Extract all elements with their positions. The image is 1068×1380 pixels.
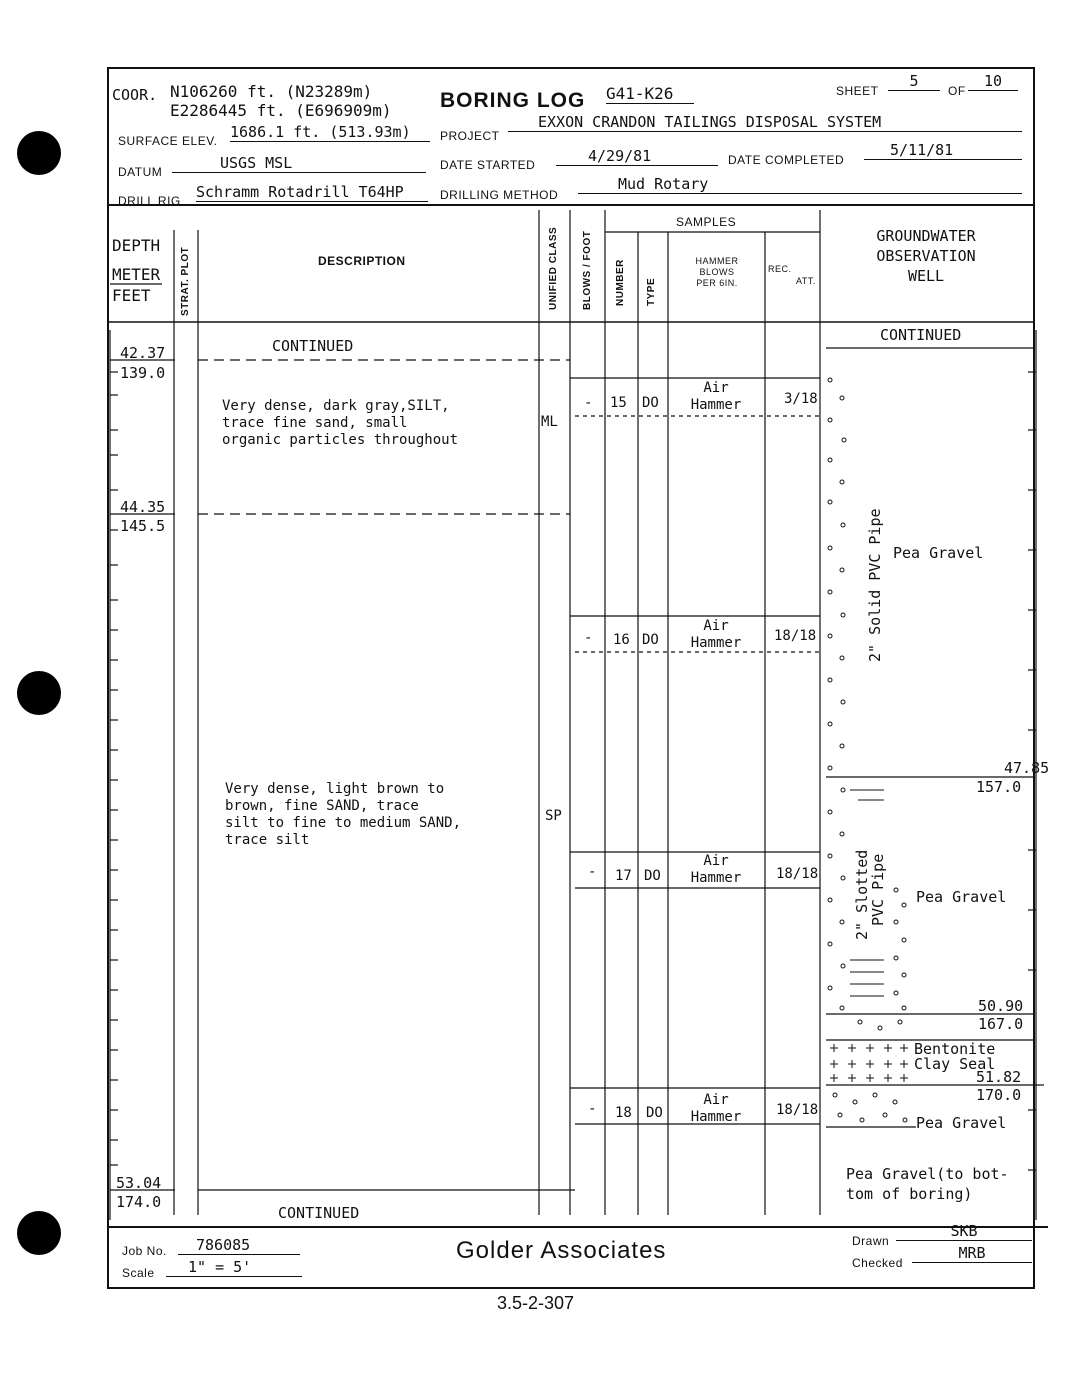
col-hammer-line3: PER 6IN.: [696, 278, 738, 288]
layer-description: [222, 398, 458, 449]
pea-gravel-label: Pea Gravel: [916, 1114, 1007, 1132]
col-number: NUMBER: [615, 259, 626, 306]
depth-meter: 53.04: [116, 1174, 162, 1192]
sheet-total: 10: [968, 72, 1018, 91]
sample-rec-att: 18/18: [776, 1102, 819, 1118]
date-completed: 5/11/81: [864, 141, 1022, 160]
col-type: TYPE: [646, 277, 657, 306]
drill-rig-label: DRILL RIG: [118, 194, 181, 208]
pea-gravel-bottom-label: [846, 1164, 1009, 1204]
pea-gravel-label: Pea Gravel: [893, 544, 984, 562]
bentonite-pattern: [830, 1044, 908, 1082]
sample-type: DO: [646, 1105, 663, 1121]
job-label: Job No.: [122, 1244, 167, 1258]
boring-id: G41-K26: [606, 84, 694, 104]
sample-hammer-line2: Hammer: [690, 1109, 742, 1125]
col-well: [826, 226, 1026, 286]
slotted-pvc-pipe-label: [854, 850, 886, 940]
col-meter: METER: [112, 265, 161, 284]
sample-number: 16: [613, 632, 630, 648]
sample-hammer: [670, 618, 762, 652]
datum-label: DATUM: [118, 165, 163, 179]
well-depth-meter: 51.82: [976, 1068, 1022, 1086]
description-line: brown, fine SAND, trace: [225, 798, 419, 814]
solid-pvc-pipe-label: 2" Solid PVC Pipe: [866, 508, 884, 662]
col-depth: DEPTH: [112, 236, 161, 255]
well-depth-feet: 167.0: [978, 1015, 1024, 1033]
description-line: Very dense, dark gray,SILT,: [222, 398, 450, 414]
col-description: DESCRIPTION: [318, 254, 406, 268]
description-line: silt to fine to medium SAND,: [225, 815, 462, 831]
col-well-line1: GROUNDWATER: [876, 227, 976, 245]
sample-type: DO: [642, 632, 659, 648]
sample-hammer-line1: Air: [703, 618, 729, 634]
job-number: 786085: [178, 1236, 300, 1255]
sample-rec-att: 18/18: [776, 866, 819, 882]
col-hammer-line2: BLOWS: [699, 267, 735, 277]
continued-top: CONTINUED: [272, 337, 354, 355]
checked-label: Checked: [852, 1256, 903, 1270]
col-blows-foot: BLOWS / FOOT: [582, 230, 593, 310]
continued-bottom: CONTINUED: [278, 1204, 360, 1222]
company-name: Golder Associates: [456, 1237, 667, 1264]
bentonite-line1: Bentonite: [914, 1040, 996, 1058]
col-well-line2: OBSERVATION: [876, 247, 976, 265]
drilling-method: Mud Rotary: [578, 175, 1022, 194]
sample-blows: -: [584, 395, 593, 411]
col-feet: FEET: [112, 286, 151, 305]
scale-value: 1" = 5': [166, 1258, 302, 1277]
col-hammer-blows: [672, 256, 762, 289]
depth-meter: 44.35: [120, 498, 166, 516]
well-depth-meter: 50.90: [978, 997, 1024, 1015]
col-rec: REC.: [768, 264, 792, 274]
description-line: trace fine sand, small: [222, 415, 408, 431]
gravel-pattern: [828, 378, 907, 1122]
col-well-line3: WELL: [907, 267, 945, 285]
col-unified-class: UNIFIED CLASS: [548, 226, 559, 310]
sample-hammer-line2: Hammer: [690, 397, 742, 413]
project-name: EXXON CRANDON TAILINGS DISPOSAL SYSTEM: [508, 113, 1022, 132]
depth-feet: 174.0: [116, 1193, 162, 1211]
layer-description: [225, 781, 461, 849]
pea-gravel-bottom-line1: Pea Gravel(to bot-: [846, 1165, 1009, 1183]
unified-class: SP: [545, 808, 562, 824]
description-line: Very dense, light brown to: [225, 781, 445, 797]
sample-hammer-line2: Hammer: [690, 870, 742, 886]
unified-class: ML: [541, 414, 558, 430]
sample-hammer-line1: Air: [703, 1092, 729, 1108]
sample-rec-att: 18/18: [774, 628, 817, 644]
depth-meter: 42.37: [120, 344, 166, 362]
col-hammer-line1: HAMMER: [695, 256, 739, 266]
depth-feet: 145.5: [120, 517, 166, 535]
checked-by: MRB: [912, 1244, 1032, 1263]
pea-gravel-bottom-line2: tom of boring): [846, 1185, 973, 1203]
date-completed-label: DATE COMPLETED: [728, 153, 845, 167]
surface-elev: 1686.1 ft. (513.93m): [230, 123, 430, 142]
depth-feet: 139.0: [120, 364, 166, 382]
slotted-pipe-line1: 2" Slotted: [853, 849, 871, 940]
well-continued: CONTINUED: [880, 326, 962, 344]
of-label: OF: [948, 84, 966, 98]
drawn-by: SKB: [896, 1222, 1032, 1241]
date-started: 4/29/81: [556, 147, 718, 166]
well-depth-meter: 47.85: [1004, 759, 1050, 777]
coor-line2: E2286445 ft. (E696909m): [170, 101, 392, 120]
sheet-label: SHEET: [836, 84, 879, 98]
sample-blows: -: [588, 864, 597, 880]
pea-gravel-label: Pea Gravel: [916, 888, 1007, 906]
sample-type: DO: [642, 395, 659, 411]
sample-type: DO: [644, 868, 661, 884]
sample-number: 17: [615, 868, 632, 884]
datum-value: USGS MSL: [172, 154, 426, 173]
sample-number: 18: [615, 1105, 632, 1121]
sample-hammer: [670, 380, 762, 414]
date-started-label: DATE STARTED: [440, 158, 536, 172]
sample-blows: -: [584, 630, 593, 646]
sample-hammer-line1: Air: [703, 853, 729, 869]
bentonite-line2: Clay Seal: [914, 1055, 996, 1073]
sample-hammer: [670, 1092, 762, 1126]
surface-elev-label: SURFACE ELEV.: [118, 134, 218, 148]
sample-hammer: [670, 853, 762, 887]
well-depth-feet: 170.0: [976, 1086, 1022, 1104]
sheet-number: 5: [888, 72, 940, 91]
page-number: 3.5-2-307: [497, 1293, 575, 1313]
drill-rig: Schramm Rotadrill T64HP: [196, 183, 428, 202]
sample-number: 15: [610, 395, 627, 411]
sample-blows: -: [588, 1101, 597, 1117]
col-samples: SAMPLES: [676, 215, 737, 229]
col-att: ATT.: [796, 276, 816, 286]
sample-rec-att: 3/18: [784, 391, 818, 407]
description-line: organic particles throughout: [222, 432, 459, 448]
coor-line1: N106260 ft. (N23289m): [170, 82, 373, 101]
sample-hammer-line1: Air: [703, 380, 729, 396]
well-depth-feet: 157.0: [976, 778, 1022, 796]
slotted-pipe-line2: PVC Pipe: [869, 853, 887, 926]
scale-label: Scale: [122, 1266, 155, 1280]
col-strat-plot: STRAT. PLOT: [180, 246, 191, 316]
form-title: BORING LOG: [440, 89, 586, 112]
sample-hammer-line2: Hammer: [690, 635, 742, 651]
coor-label: COOR.: [112, 86, 158, 104]
drawn-label: Drawn: [852, 1234, 890, 1248]
drilling-method-label: DRILLING METHOD: [440, 188, 559, 202]
project-label: PROJECT: [440, 129, 500, 143]
description-line: trace silt: [225, 832, 310, 848]
